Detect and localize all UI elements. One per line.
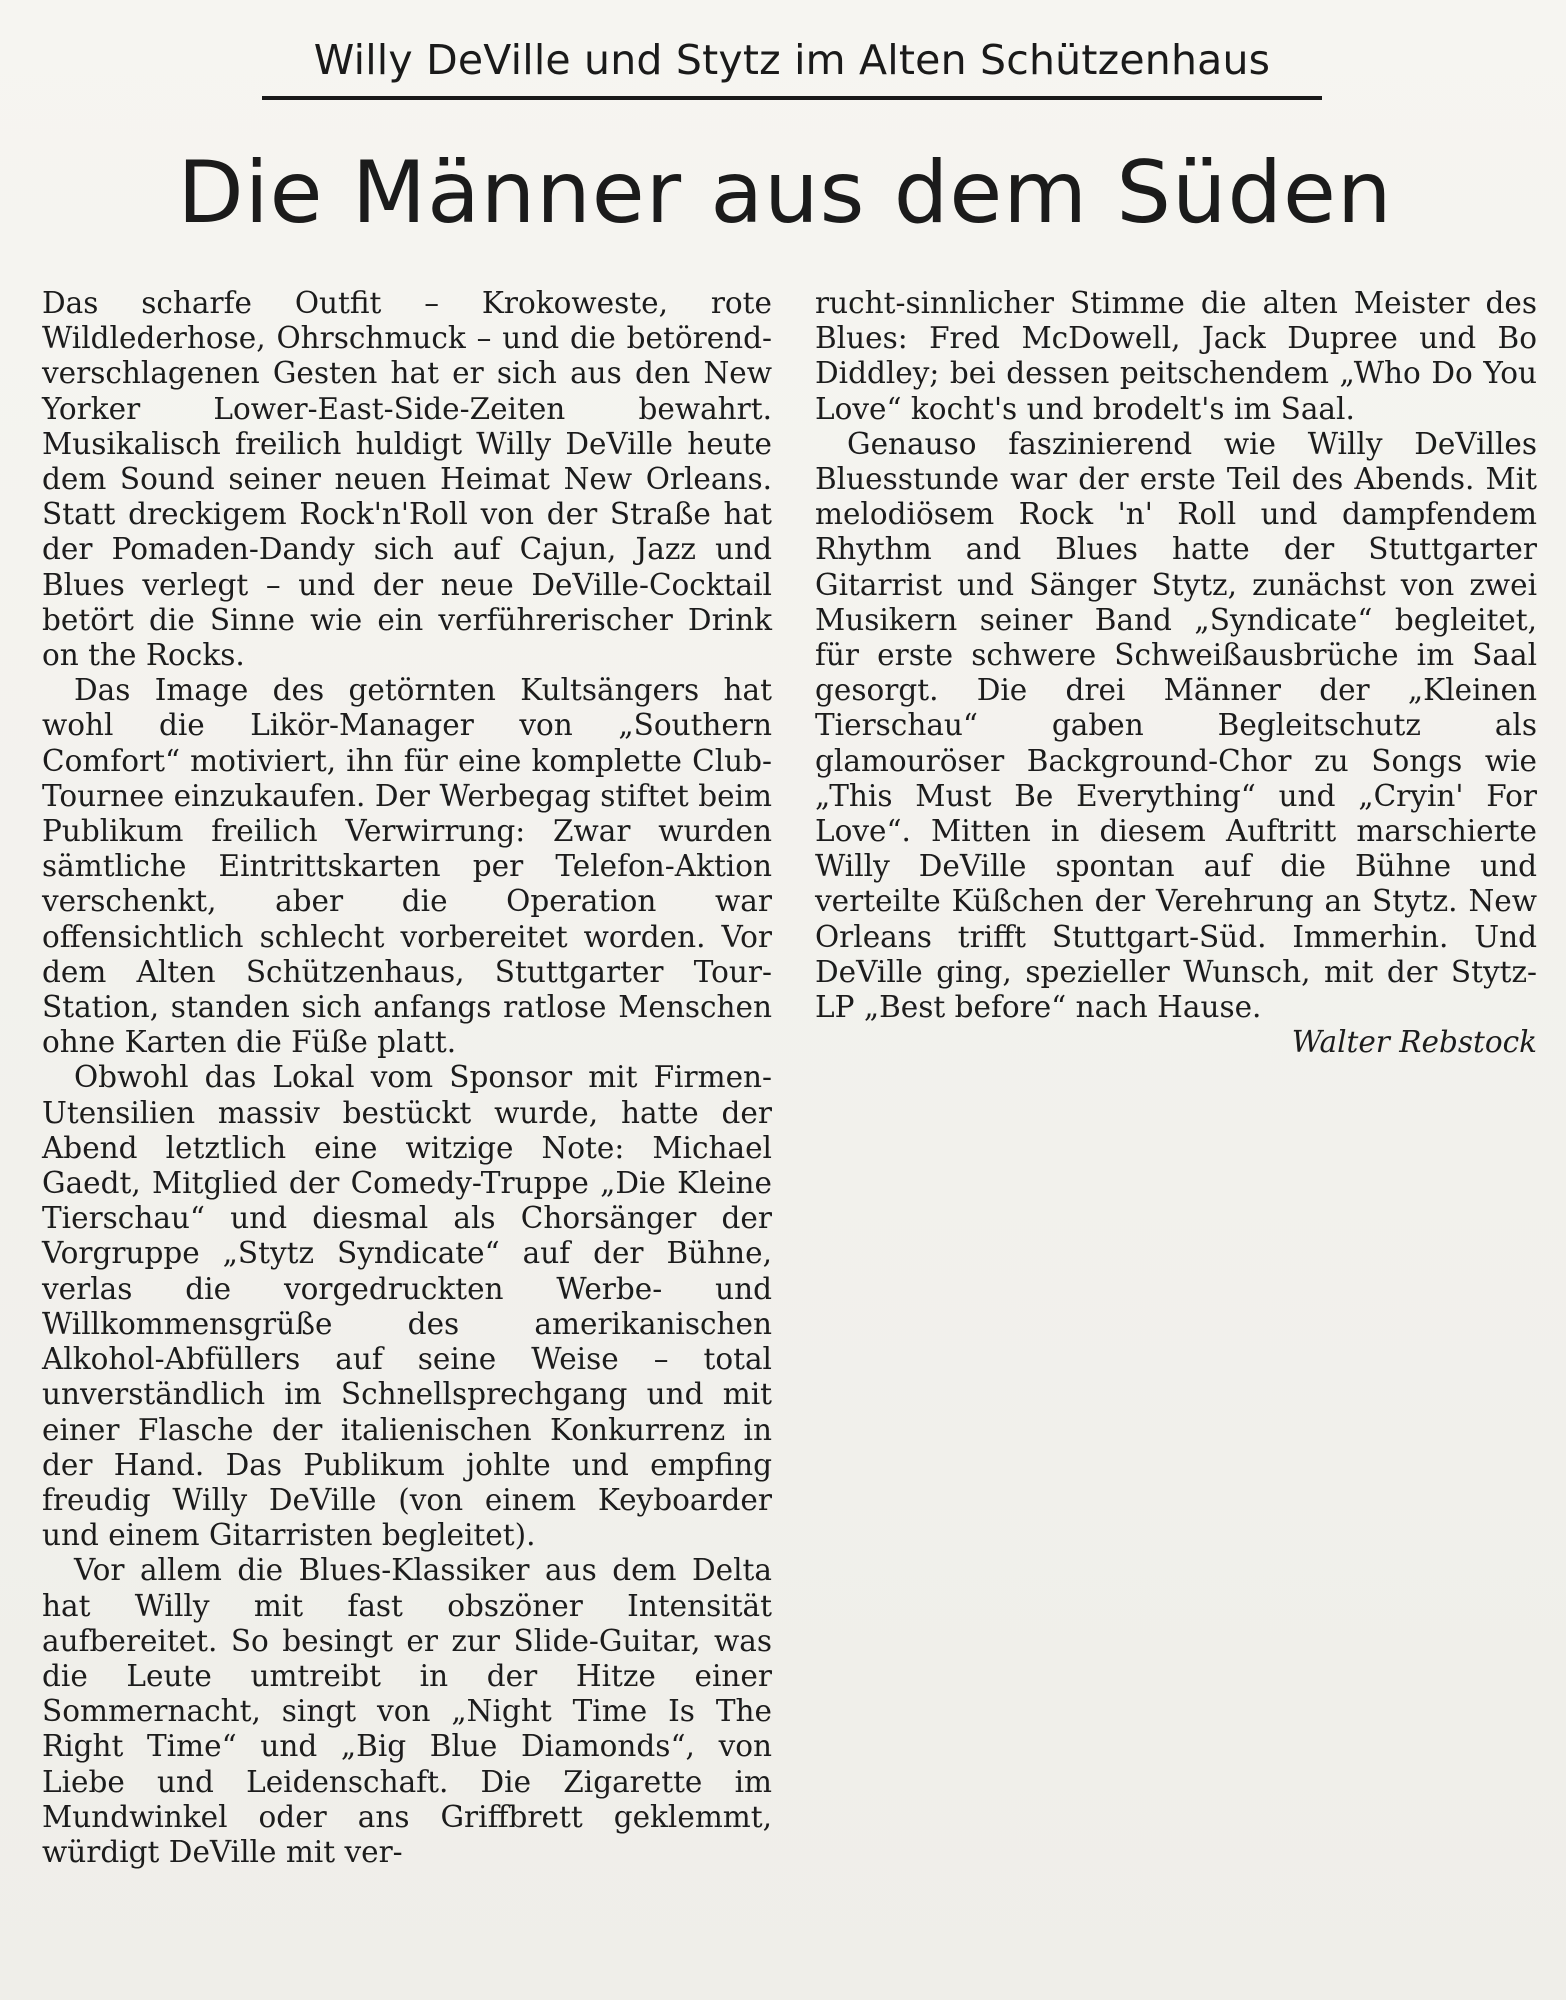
article-column-left <box>42 286 772 1870</box>
headline: Die Männer aus dem Süden <box>177 143 1393 243</box>
paragraph: Vor allem die Blues-Klassiker aus dem Delta hat Willy mit fast obszöner Intensität aufbereitet. So besingt er zur Slide-Guitar, was die Leute umtreibt in der Hitze einer Sommernacht, singt von „Night Time Is The Right Time“ und „Big Blue Diamonds“, von Liebe und Leidenschaft. Die Zigarette im Mundwinkel oder ans Griffbrett geklemmt, würdigt DeVille mit ver- <box>42 1553 772 1869</box>
paragraph: Das Image des getörnten Kultsängers hat wohl die Likör-Manager von „Southern Comfort“ motiviert, ihn für eine komplette Club-Tournee einzukaufen. Der Werbegag stiftet beim Publikum freilich Verwirrung: Zwar wurden sämtliche Eintrittskarten per Telefon-Aktion verschenkt, aber die Operation war offensichtlich schlecht vorbereitet worden. Vor dem Alten Schützenhaus, Stuttgarter Tour-Station, standen sich anfangs ratlose Menschen ohne Karten die Füße platt. <box>42 673 772 1060</box>
paragraph: Obwohl das Lokal vom Sponsor mit Firmen-Utensilien massiv bestückt wurde, hatte der Abend letztlich eine witzige Note: Michael Gaedt, Mitglied der Comedy-Truppe „Die Kleine Tierschau“ und diesmal als Chorsänger der Vorgruppe „Stytz Syndicate“ auf der Bühne, verlas die vorgedruckten Werbe- und Willkommensgrüße des amerikanischen Alkohol-Abfüllers auf seine Weise – total unverständlich im Schnellsprechgang und mit einer Flasche der italienischen Konkurrenz in der Hand. Das Publikum johlte und empfing freudig Willy DeVille (von einem Keyboarder und einem Gitarristen begleitet). <box>42 1060 772 1553</box>
author-byline: Walter Rebstock <box>1291 1025 1537 1060</box>
paragraph: rucht-sinnlicher Stimme die alten Meister des Blues: Fred McDowell, Jack Dupree und Bo Diddley; bei dessen peitschendem „Who Do You Love“ kocht's und brodelt's im Saal. <box>815 286 1537 426</box>
kicker-line: Willy DeVille und Stytz im Alten Schützenhaus <box>313 36 1271 84</box>
paragraph: Das scharfe Outfit – Krokoweste, rote Wildlederhose, Ohrschmuck – und die betörend-verschlagenen Gesten hat er sich aus den New Yorker Lower-East-Side-Zeiten bewahrt. Musikalisch freilich huldigt Willy DeVille heute dem Sound seiner neuen Heimat New Orleans. Statt dreckigem Rock'n'Roll von der Straße hat der Pomaden-Dandy sich auf Cajun, Jazz und Blues verlegt – und der neue DeVille-Cocktail betört die Sinne wie ein verführerischer Drink on the Rocks. <box>42 286 772 673</box>
paragraph: Genauso faszinierend wie Willy DeVilles Bluesstunde war der erste Teil des Abends. Mit melodiösem Rock 'n' Roll und dampfendem Rhythm and Blues hatte der Stuttgarter Gitarrist und Sänger Stytz, zunächst von zwei Musikern seiner Band „Syndicate“ begleitet, für erste schwere Schweißausbrüche im Saal gesorgt. Die drei Männer der „Kleinen Tierschau“ gaben Begleitschutz als glamouröser Background-Chor zu Songs wie „This Must Be Everything“ und „Cryin' For Love“. Mitten in diesem Auftritt marschierte Willy DeVille spontan auf die Bühne und verteilte Küßchen der Verehrung an Stytz. New Orleans trifft Stuttgart-Süd. Immerhin. Und DeVille ging, spezieller Wunsch, mit der Stytz-LP „Best before“ nach Hause. <box>815 426 1537 1025</box>
article-column-right <box>815 286 1537 1060</box>
kicker-underline <box>262 96 1322 100</box>
